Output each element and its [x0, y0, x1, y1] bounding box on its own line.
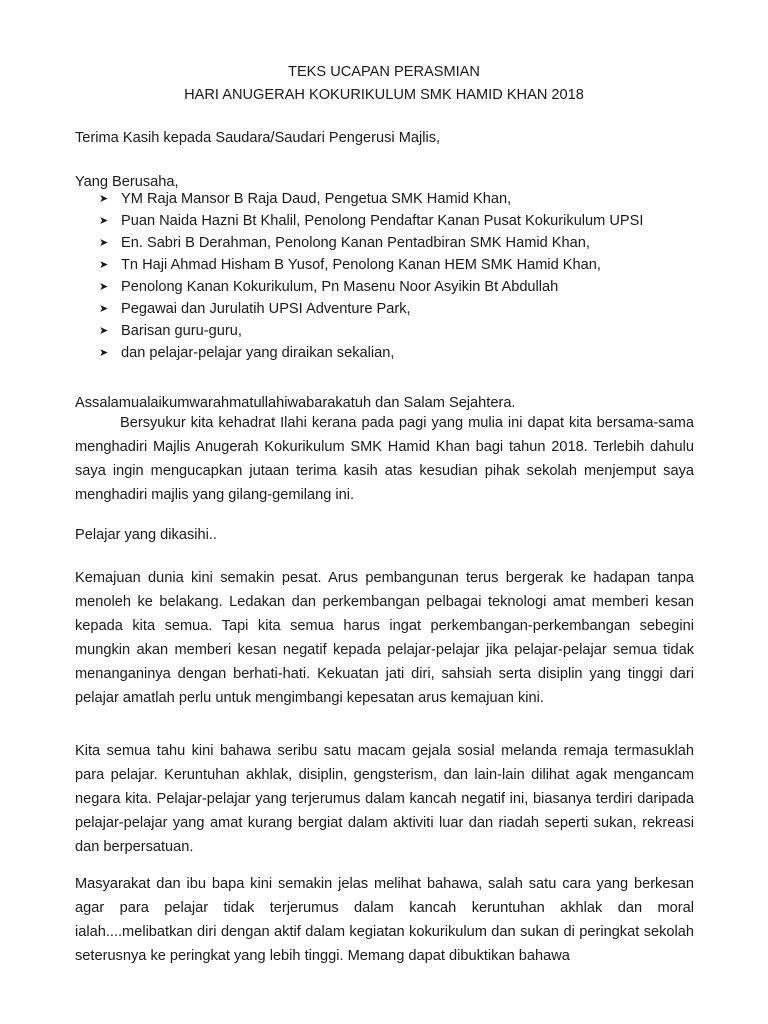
arrow-bullet-icon: ➤	[99, 303, 109, 315]
arrow-bullet-icon: ➤	[99, 193, 109, 205]
arrow-bullet-icon: ➤	[99, 237, 109, 249]
dignitary-name: Penolong Kanan Kokurikulum, Pn Masenu Noor Asyikin Bt Abdullah	[121, 279, 559, 295]
arrow-bullet-icon: ➤	[99, 281, 109, 293]
dignitary-name: Barisan guru-guru,	[121, 323, 242, 339]
arrow-bullet-icon: ➤	[99, 347, 109, 359]
greeting-heading: Yang Berusaha,	[75, 174, 179, 190]
list-item	[99, 344, 643, 366]
community-paragraph: Masyarakat dan ibu bapa kini semakin jelas melihat bahawa, salah satu cara yang berkesan agar para pelajar tidak terjerumus dalam kancah keruntuhan akhlak dan moral ialah....melibatkan diri dengan aktif dalam kegiatan kokurikulum dan sukan di peringkat sekolah seterusnya ke peringkat yang lebih tinggi. Memang dapat dibuktikan bahawa	[75, 876, 694, 964]
list-item	[99, 212, 643, 234]
dignitary-name: En. Sabri B Derahman, Penolong Kanan Pentadbiran SMK Hamid Khan,	[121, 235, 590, 251]
list-item	[99, 234, 643, 256]
list-item	[99, 278, 643, 300]
greeting-chair: Terima Kasih kepada Saudara/Saudari Pengerusi Majlis,	[75, 130, 441, 146]
address-students: Pelajar yang dikasihi..	[75, 527, 217, 543]
dignitary-name: Pegawai dan Jurulatih UPSI Adventure Park,	[121, 301, 411, 317]
document-subtitle: HARI ANUGERAH KOKURIKULUM SMK HAMID KHAN 2018	[184, 87, 584, 103]
dignitary-name: dan pelajar-pelajar yang diraikan sekalian,	[121, 345, 395, 361]
list-item	[99, 190, 643, 212]
list-item	[99, 300, 643, 322]
intro-paragraph: Bersyukur kita kehadrat Ilahi kerana pada pagi yang mulia ini dapat kita bersama-sama menghadiri Majlis Anugerah Kokurikulum SMK Hamid Khan bagi tahun 2018. Terlebih dahulu saya ingin mengucapkan jutaan terima kasih atas kesudian pihak sekolah menjemput saya menghadiri majlis yang gilang-gemilang ini.	[75, 415, 694, 503]
arrow-bullet-icon: ➤	[99, 259, 109, 271]
dignitary-name: YM Raja Mansor B Raja Daud, Pengetua SMK Hamid Khan,	[121, 191, 512, 207]
list-item	[99, 256, 643, 278]
arrow-bullet-icon: ➤	[99, 215, 109, 227]
dignitary-name: Tn Haji Ahmad Hisham B Yusof, Penolong Kanan HEM SMK Hamid Khan,	[121, 257, 601, 273]
progress-paragraph: Kemajuan dunia kini semakin pesat. Arus pembangunan terus bergerak ke hadapan tanpa menoleh ke belakang. Ledakan dan perkembangan pelbagai teknologi amat memberi kesan kepada kita semua. Tapi kita semua harus ingat perkembangan-perkembangan sebegini mungkin akan memberi kesan negatif kepada pelajar-pelajar jika pelajar-pelajar semua tidak menanganinya dengan berhati-hati. Kekuatan jati diri, sahsiah serta disiplin yang tinggi dari pelajar amatlah perlu untuk mengimbangi kepesatan arus kemajuan kini.	[75, 570, 694, 706]
social-issues-paragraph: Kita semua tahu kini bahawa seribu satu macam gejala sosial melanda remaja termasuklah para pelajar. Keruntuhan akhlak, disiplin, gengsterism, dan lain-lain dilihat agak mengancam negara kita. Pelajar-pelajar yang terjerumus dalam kancah negatif ini, biasanya terdiri daripada pelajar-pelajar yang amat kurang bergiat dalam aktiviti luar dan riadah seperti sukan, rekreasi dan berpersatuan.	[75, 743, 694, 855]
salam-greeting: Assalamualaikumwarahmatullahiwabarakatuh dan Salam Sejahtera.	[75, 395, 516, 411]
dignitary-name: Puan Naida Hazni Bt Khalil, Penolong Pendaftar Kanan Pusat Kokurikulum UPSI	[121, 213, 644, 229]
arrow-bullet-icon: ➤	[99, 325, 109, 337]
dignitaries-list	[99, 190, 643, 366]
document-title: TEKS UCAPAN PERASMIAN	[288, 64, 480, 80]
list-item	[99, 322, 643, 344]
